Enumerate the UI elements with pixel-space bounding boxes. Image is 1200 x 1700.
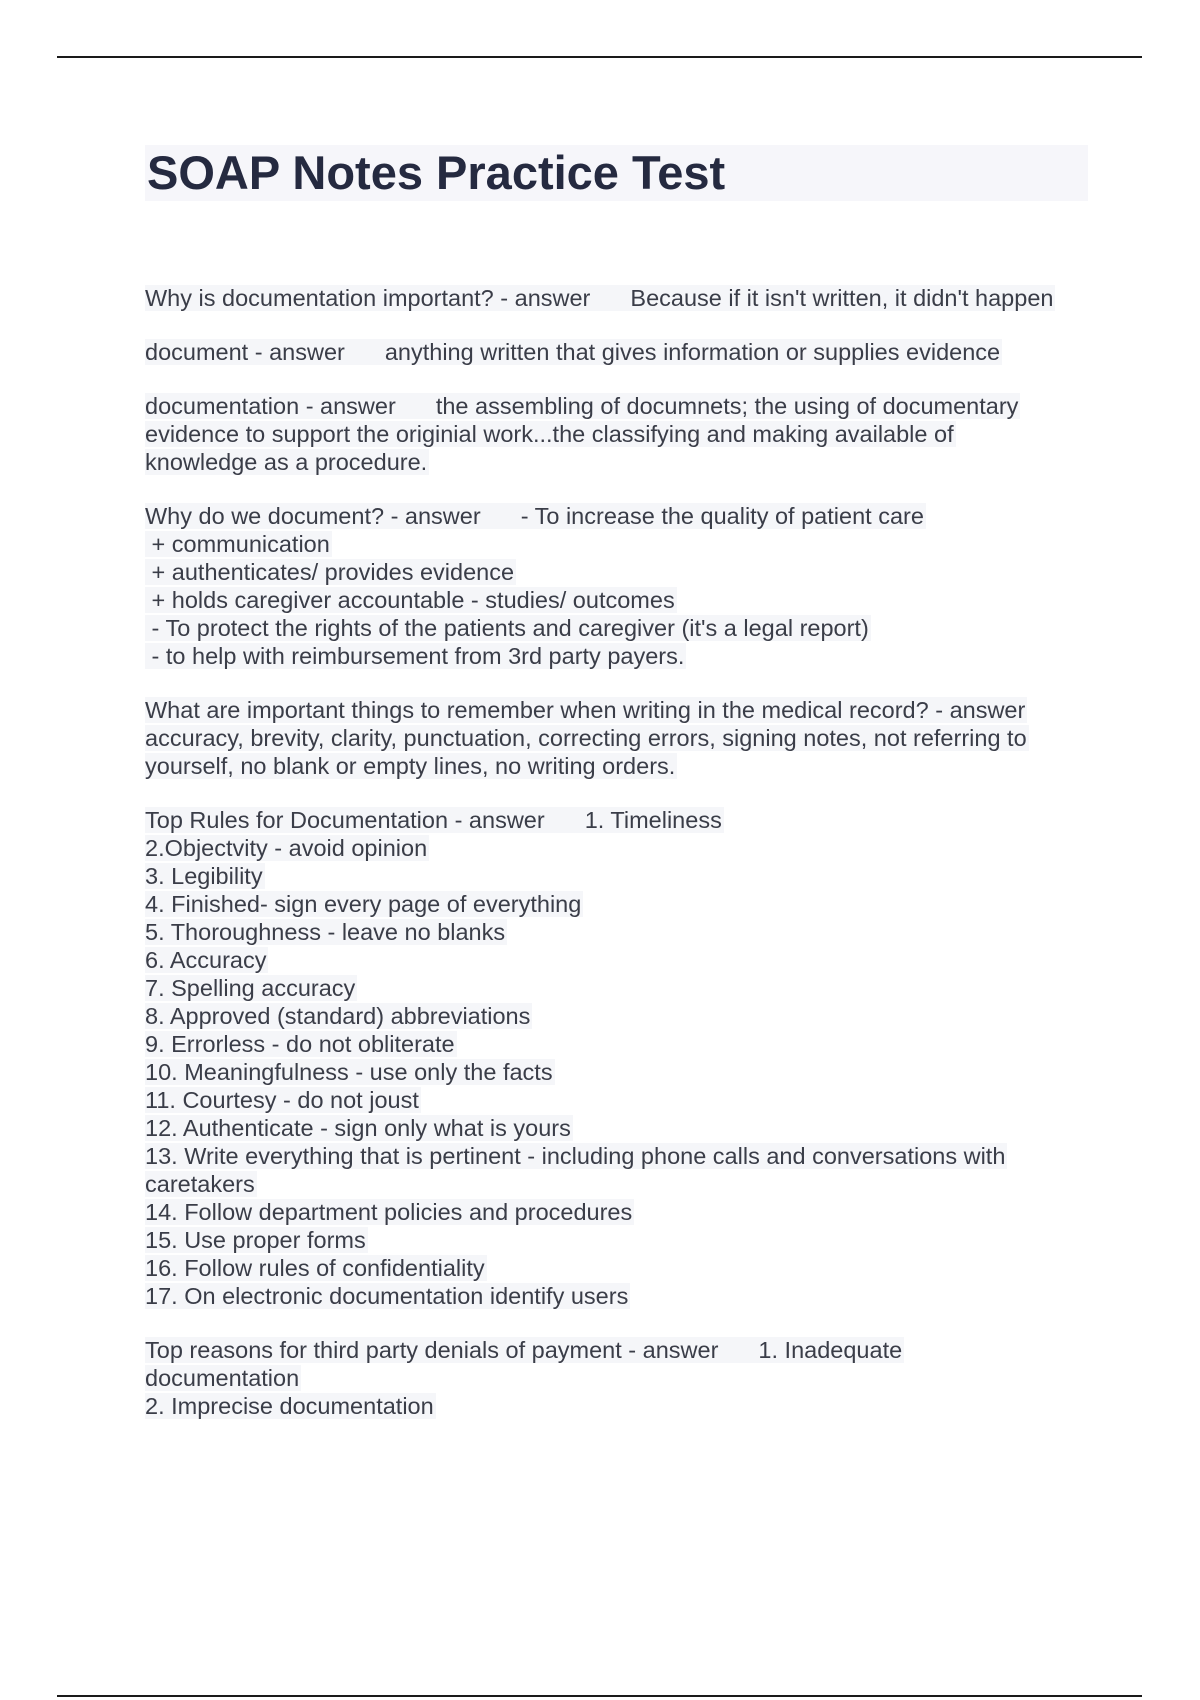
answer-text: - To increase the quality of patient care [520, 503, 924, 529]
qa-block [145, 338, 1105, 366]
header-rule [57, 56, 1142, 58]
answer-text: the assembling of documnets; the using of documentary [435, 393, 1019, 419]
answer-line: knowledge as a procedure. [145, 449, 428, 475]
answer-line: caretakers [145, 1171, 255, 1197]
answer-line: 5. Thoroughness - leave no blanks [145, 919, 506, 945]
answer-line: 7. Spelling accuracy [145, 975, 356, 1001]
question-text: document - answer [145, 339, 345, 365]
answer-line: 17. On electronic documentation identify users [145, 1283, 629, 1309]
answer-line: 4. Finished- sign every page of everything [145, 891, 582, 917]
question-text: Top Rules for Documentation - answer [145, 807, 545, 833]
answer-line: + authenticates/ provides evidence [145, 559, 515, 585]
qa-block [145, 696, 1105, 780]
qa-block [145, 284, 1105, 312]
footer-rule [57, 1695, 1142, 1697]
answer-text: 1. Inadequate [758, 1337, 903, 1363]
answer-line: + holds caregiver accountable - studies/ outcomes [145, 587, 675, 613]
qa-block [145, 806, 1105, 1310]
answer-line: + communication [145, 531, 330, 557]
question-text: Why is documentation important? - answer [145, 285, 591, 311]
answer-line: 15. Use proper forms [145, 1227, 366, 1253]
answer-line: 2. Imprecise documentation [145, 1393, 434, 1419]
answer-line: 3. Legibility [145, 863, 263, 889]
answer-line: 11. Courtesy - do not joust [145, 1087, 419, 1113]
question-text: Top reasons for third party denials of payment - answer [145, 1337, 719, 1363]
answer-line: 13. Write everything that is pertinent - including phone calls and conversations with [145, 1143, 1006, 1169]
answer-line: 2.Objectvity - avoid opinion [145, 835, 428, 861]
answer-line: 8. Approved (standard) abbreviations [145, 1003, 531, 1029]
answer-line: - To protect the rights of the patients and caregiver (it's a legal report) [145, 615, 869, 641]
answer-line: - to help with reimbursement from 3rd party payers. [145, 643, 685, 669]
answer-line: evidence to support the originial work...the classifying and making available of [145, 421, 954, 447]
document-body [145, 284, 1105, 1446]
question-text: documentation - answer [145, 393, 396, 419]
answer-line: 10. Meaningfulness - use only the facts [145, 1059, 553, 1085]
answer-line: accuracy, brevity, clarity, punctuation, correcting errors, signing notes, not referring to [145, 725, 1027, 751]
qa-block [145, 392, 1105, 476]
question-text: What are important things to remember when writing in the medical record? - answer [145, 697, 1026, 723]
qa-block [145, 502, 1105, 670]
answer-text: Because if it isn't written, it didn't happen [630, 285, 1054, 311]
answer-text: anything written that gives information or supplies evidence [384, 339, 1001, 365]
answer-line: 16. Follow rules of confidentiality [145, 1255, 485, 1281]
answer-line: 12. Authenticate - sign only what is yours [145, 1115, 571, 1141]
question-text: Why do we document? - answer [145, 503, 481, 529]
answer-line: 14. Follow department policies and procedures [145, 1199, 633, 1225]
answer-line: 6. Accuracy [145, 947, 267, 973]
page-title: SOAP Notes Practice Test [145, 145, 1088, 201]
answer-text: 1. Timeliness [584, 807, 722, 833]
answer-line: documentation [145, 1365, 300, 1391]
answer-line: yourself, no blank or empty lines, no writing orders. [145, 753, 676, 779]
answer-line: 9. Errorless - do not obliterate [145, 1031, 455, 1057]
qa-block [145, 1336, 1105, 1420]
